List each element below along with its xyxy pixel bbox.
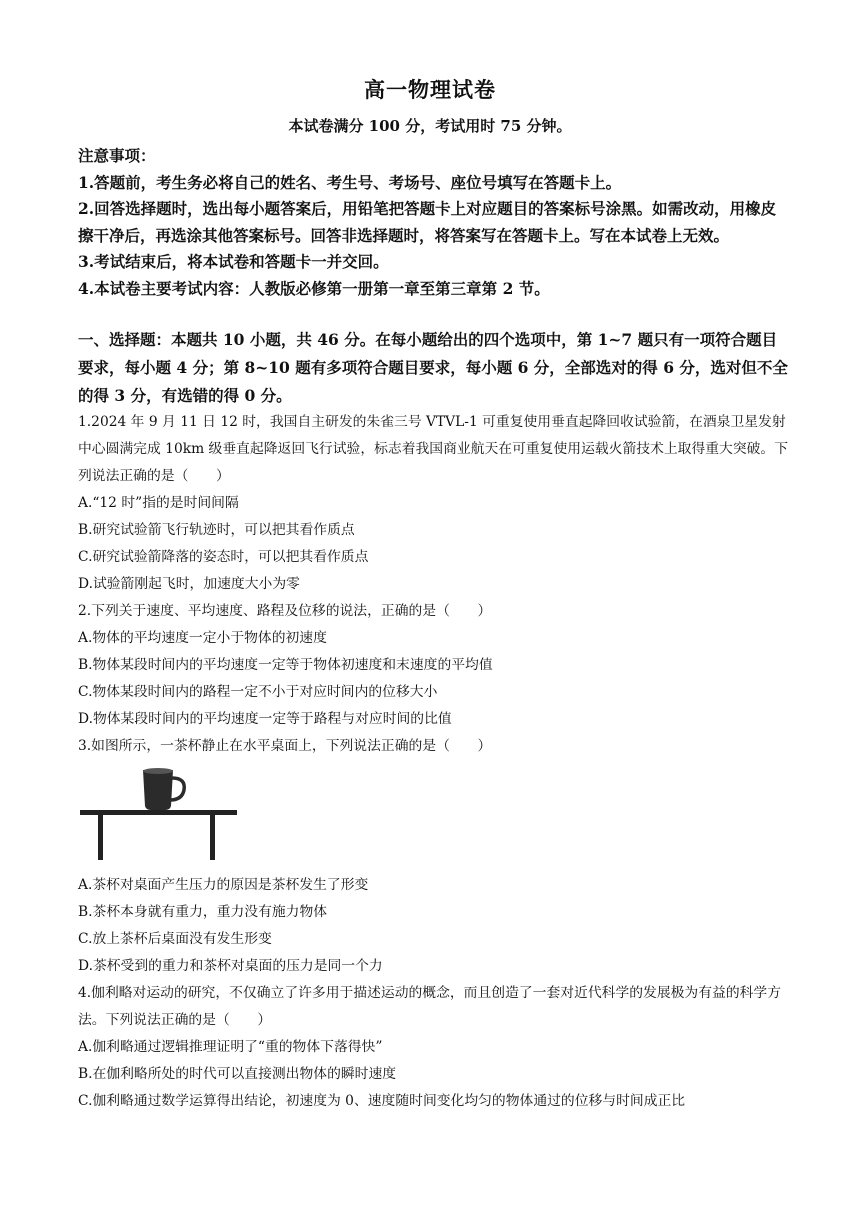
cup-icon	[143, 768, 184, 810]
question-option: B.在伽利略所处的时代可以直接测出物体的瞬时速度	[78, 1066, 397, 1082]
question-option: B.茶杯本身就有重力，重力没有施力物体	[78, 904, 328, 920]
question-option: C.伽利略通过数学运算得出结论，初速度为 0、速度随时间变化均匀的物体通过的位移与时间成正比	[78, 1093, 686, 1109]
question-option: C.放上茶杯后桌面没有发生形变	[78, 931, 272, 947]
question-option: B.物体某段时间内的平均速度一定等于物体初速度和末速度的平均值	[78, 657, 493, 673]
question-3	[78, 733, 790, 760]
question-option: D.物体某段时间内的平均速度一定等于路程与对应时间的比值	[78, 711, 452, 727]
question-1	[78, 409, 790, 598]
question-stem: 3.如图所示，一茶杯静止在水平桌面上，下列说法正确的是（ ）	[78, 738, 492, 754]
notes-block	[78, 143, 788, 302]
note-item-1: 1.答题前，考生务必将自己的姓名、考生号、考场号、座位号填写在答题卡上。	[78, 172, 622, 192]
exam-title: 高一物理试卷	[364, 77, 496, 102]
table-icon	[80, 810, 237, 860]
exam-subtitle: 本试卷满分 100 分，考试用时 75 分钟。	[288, 117, 572, 135]
question-option: A.伽利略通过逻辑推理证明了“重的物体下落得快”	[78, 1039, 383, 1055]
question-stem: 4.伽利略对运动的研究，不仅确立了许多用于描述运动的概念，而且创造了一套对近代科学的发展极为有益的科学方法。下列说法正确的是（ ）	[78, 985, 782, 1028]
question-option: D.茶杯受到的重力和茶杯对桌面的压力是同一个力	[78, 958, 383, 974]
question-4	[78, 980, 790, 1115]
question-3-options	[78, 872, 790, 980]
notes-heading: 注意事项：	[78, 146, 156, 165]
question-stem: 1.2024 年 9 月 11 日 12 时，我国自主研发的朱雀三号 VTVL-1 可重复使用垂直起降回收试验箭，在酒泉卫星发射中心圆满完成 10km 级垂直起降返回飞行试验，标志着我国商业航天在可重复使用运载火箭技术上取得重大突破。下列说法正确的是（ ）	[78, 414, 789, 484]
section-one-text: 一、选择题：本题共 10 小题，共 46 分。在每小题给出的四个选项中，第 1~7 题只有一项符合题目要求，每小题 4 分；第 8~10 题有多项符合题目要求，每小题 6 分，全部选对的得 6 分，选对但不全的得 3 分，有选错的得 0 分。	[78, 330, 788, 405]
note-item-2: 2.回答选择题时，选出每小题答案后，用铅笔把答题卡上对应题目的答案标号涂黑。如需改动，用橡皮擦干净后，再选涂其他答案标号。回答非选择题时，将答案写在答题卡上。写在本试卷上无效。	[78, 199, 777, 245]
question-option: A.“12 时”指的是时间间隔	[78, 495, 239, 511]
question-2	[78, 598, 790, 733]
question-option: B.研究试验箭飞行轨迹时，可以把其看作质点	[78, 522, 355, 538]
question-option: A.茶杯对桌面产生压力的原因是茶杯发生了形变	[78, 877, 369, 893]
note-item-3: 3.考试结束后，将本试卷和答题卡一并交回。	[78, 252, 389, 271]
question-option: D.试验箭刚起飞时，加速度大小为零	[78, 576, 300, 592]
question-option: C.研究试验箭降落的姿态时，可以把其看作质点	[78, 549, 369, 565]
note-item-4: 4.本试卷主要考试内容：人教版必修第一册第一章至第三章第 2 节。	[78, 278, 550, 298]
section-one-instructions	[78, 326, 790, 410]
question-option: C.物体某段时间内的路程一定不小于对应时间内的位移大小	[78, 684, 438, 700]
cup-on-table-figure	[78, 764, 238, 864]
question-option: A.物体的平均速度一定小于物体的初速度	[78, 630, 327, 646]
question-stem: 2.下列关于速度、平均速度、路程及位移的说法，正确的是（ ）	[78, 603, 492, 619]
